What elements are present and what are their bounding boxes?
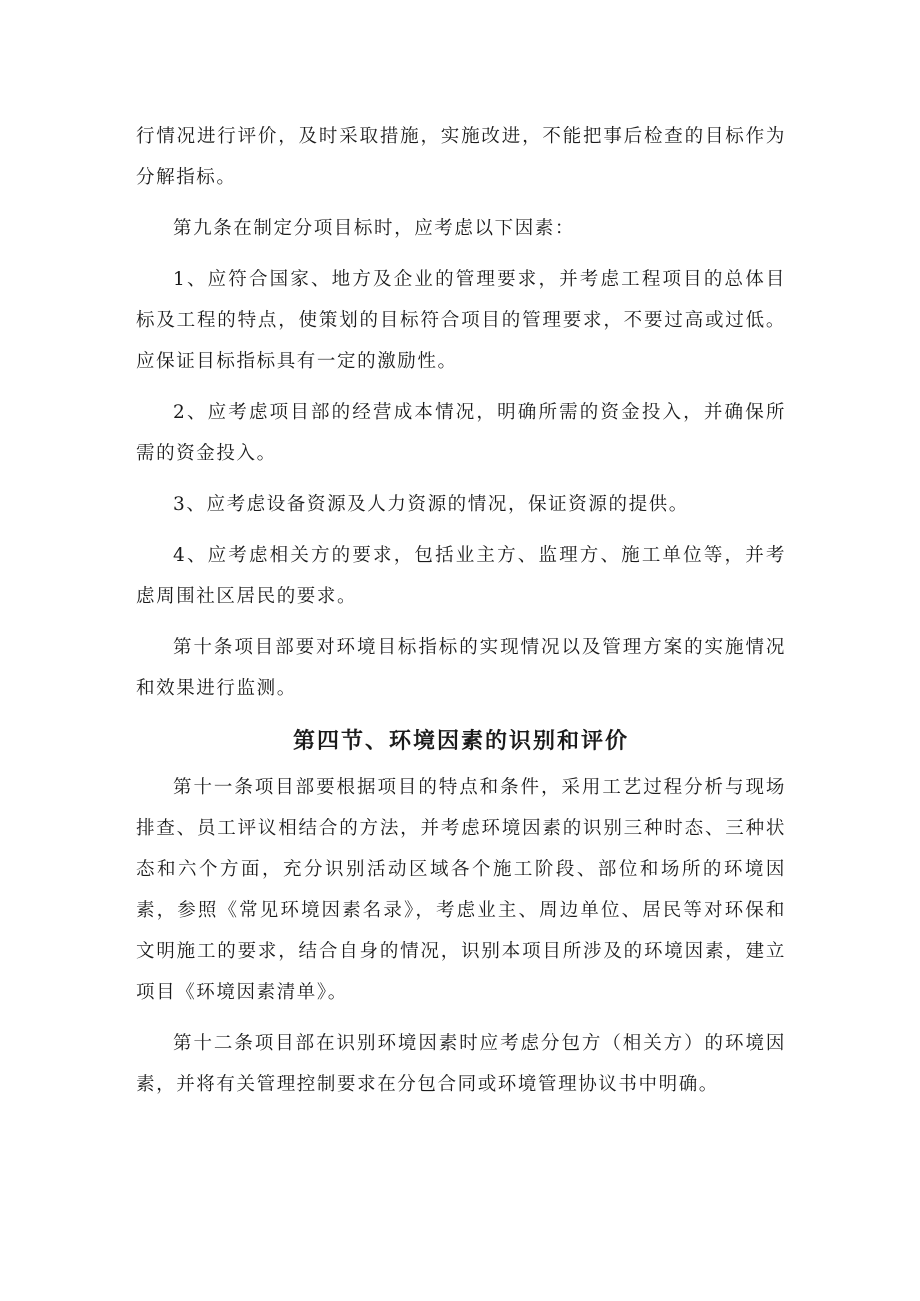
paragraph-article-11: 第十一条项目部要根据项目的特点和条件，采用工艺过程分析与现场排查、员工评议相结合的方法，并考虑环境因素的识别三种时态、三种状态和六个方面，充分识别活动区域各个施工阶段、部位和场所的环境因素，参照《常见环境因素名录》，考虑业主、周边单位、居民等对环保和文明施工的要求，结合自身的情况，识别本项目所涉及的环境因素，建立项目《环境因素清单》。 xyxy=(136,777,786,1003)
paragraph-item-2: 2、应考虑项目部的经营成本情况，明确所需的资金投入，并确保所需的资金投入。 xyxy=(136,402,786,464)
paragraph-item-1: 1、应符合国家、地方及企业的管理要求，并考虑工程项目的总体目标及工程的特点，使策划的目标符合项目的管理要求，不要过高或过低。应保证目标指标具有一定的激励性。 xyxy=(136,269,786,372)
paragraph-article-9: 第九条在制定分项目标时，应考虑以下因素： xyxy=(173,218,576,239)
paragraph-article-10: 第十条项目部要对环境目标指标的实现情况以及管理方案的实施情况和效果进行监测。 xyxy=(136,637,786,699)
section-heading: 第四节、环境因素的识别和评价 xyxy=(292,728,629,754)
paragraph-continuation: 行情况进行评价，及时采取措施，实施改进，不能把事后检查的目标作为分解指标。 xyxy=(136,126,786,188)
document-body xyxy=(136,116,786,1115)
paragraph-item-4: 4、应考虑相关方的要求，包括业主方、监理方、施工单位等，并考虑周围社区居民的要求。 xyxy=(136,545,786,607)
paragraph-article-12: 第十二条项目部在识别环境因素时应考虑分包方（相关方）的环境因素，并将有关管理控制要求在分包合同或环境管理协议书中明确。 xyxy=(136,1033,786,1095)
paragraph-item-3: 3、应考虑设备资源及人力资源的情况，保证资源的提供。 xyxy=(173,494,689,515)
